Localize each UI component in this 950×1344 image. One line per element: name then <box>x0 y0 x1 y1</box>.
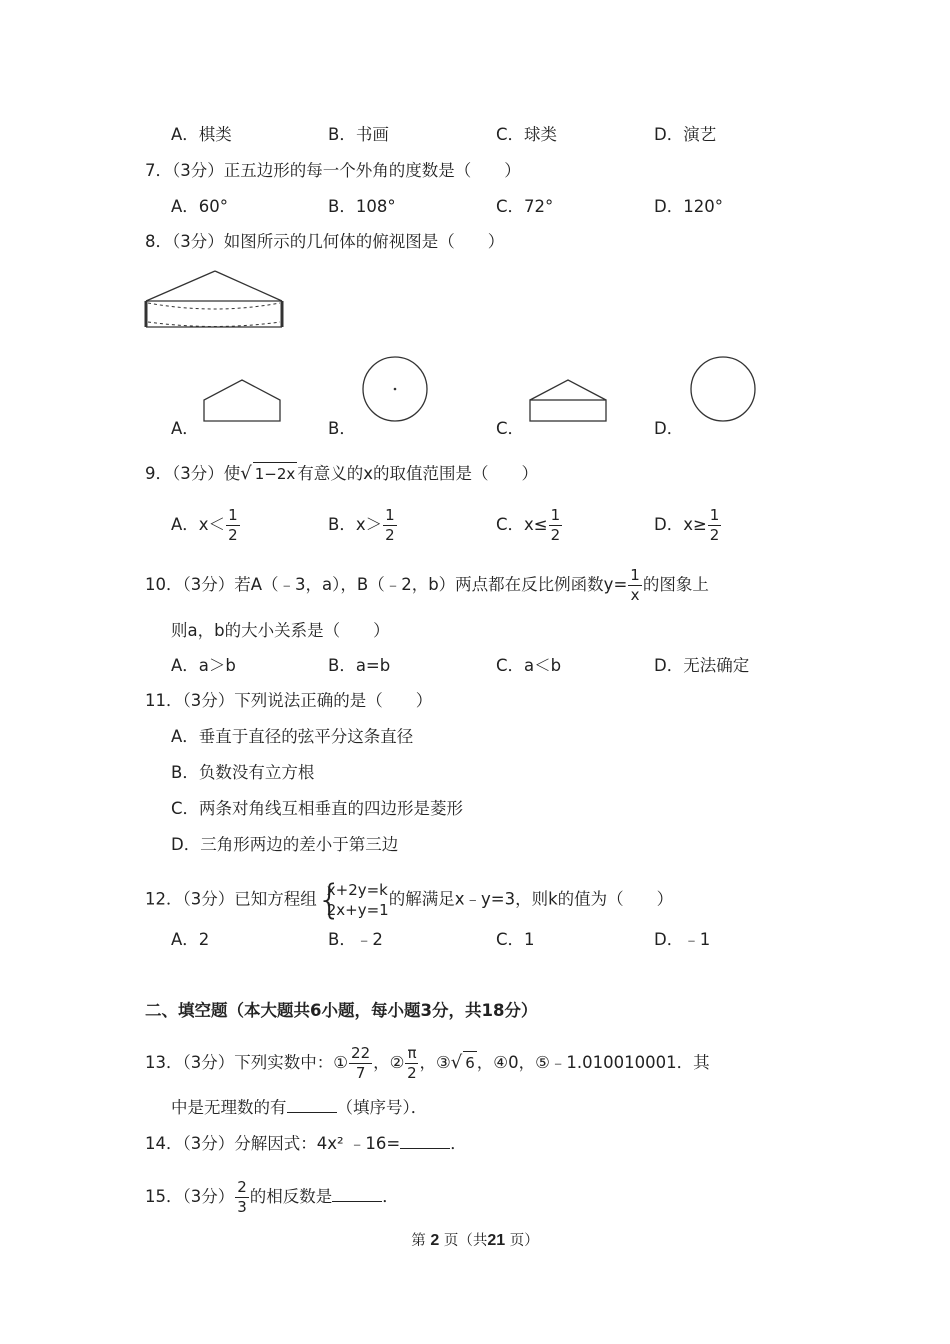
q15-answer-blank[interactable] <box>332 1187 382 1202</box>
q12-option-d: D．﹣1 <box>654 930 711 949</box>
q11-stem: 11．（3分）下列说法正确的是（ ） <box>145 691 433 710</box>
q9-option-a: A．x＜ $\frac{1}{2}$ <box>171 506 238 544</box>
q9-option-d: D．x≥ $\frac{1}{2}$ <box>654 506 720 544</box>
q12-stem: 12．（3分）已知方程组 { x+2y=k 2x+y=1 的解满足x﹣y=3，则k的值为（ ） <box>145 877 674 923</box>
q7-option-d: D．120° <box>654 197 723 216</box>
q7-option-a: A．60° <box>171 197 229 216</box>
q10-stem-line2: 则a，b的大小关系是（ ） <box>171 621 390 640</box>
q9-option-b: B．x＞ $\frac{1}{2}$ <box>328 506 395 544</box>
q11-option-d: D．三角形两边的差小于第三边 <box>171 835 399 854</box>
q9-option-c: C．x≤ $\frac{1}{2}$ <box>496 506 561 544</box>
q11-option-b: B．负数没有立方根 <box>171 763 315 782</box>
q8-option-d-figure <box>688 354 760 426</box>
q12-equation-system: { x+2y=k 2x+y=1 <box>316 877 389 923</box>
q13-answer-blank[interactable] <box>287 1098 337 1113</box>
q11-option-c: C．两条对角线互相垂直的四边形是菱形 <box>171 799 464 818</box>
q6-option-d: D．演艺 <box>654 125 717 144</box>
q11-option-a: A．垂直于直径的弦平分这条直径 <box>171 727 414 746</box>
q8-option-b-figure <box>360 354 432 426</box>
q13-stem: 13．（3分）下列实数中：① $\frac{22}{7}$ ，② $\frac{\pi}{2}$ ，③√ 6 ，④0，⑤﹣1.010010001．其 <box>145 1044 710 1082</box>
q7-option-c: C．72° <box>496 197 554 216</box>
q9-stem: 9．（3分）使√ 1−2x 有意义的x的取值范围是（ ） <box>145 463 539 484</box>
q10-option-c: C．a＜b <box>496 656 562 675</box>
q14-stem: 14．（3分）分解因式：4x² ﹣16= ． <box>145 1134 467 1153</box>
q8-solid-figure <box>140 265 290 340</box>
q8-option-b: B． <box>328 419 356 438</box>
q12-option-b: B．﹣2 <box>328 930 383 949</box>
total-page-count: 21 <box>487 1232 506 1249</box>
q7-stem: 7．（3分）正五边形的每一个外角的度数是（ ） <box>145 161 521 180</box>
q8-option-a: A． <box>171 419 199 438</box>
q6-option-c: C．球类 <box>496 125 558 144</box>
q10-option-b: B．a=b <box>328 656 391 675</box>
q12-option-c: C．1 <box>496 930 535 949</box>
q14-answer-blank[interactable] <box>400 1134 450 1149</box>
q6-option-a: A．棋类 <box>171 125 232 144</box>
q12-option-a: A．2 <box>171 930 210 949</box>
q6-option-b: B．书画 <box>328 125 389 144</box>
q13-stem-line2: 中是无理数的有 （填序号）． <box>171 1098 428 1117</box>
q10-option-d: D．无法确定 <box>654 656 750 675</box>
current-page-number: 2 <box>430 1232 440 1249</box>
q8-option-c: C． <box>496 419 525 438</box>
q7-option-b: B．108° <box>328 197 396 216</box>
q15-stem: 15．（3分） $\frac{2}{3}$ 的相反数是 ． <box>145 1178 399 1216</box>
q10-option-a: A．a＞b <box>171 656 236 675</box>
q8-option-d: D． <box>654 419 684 438</box>
q8-option-c-figure <box>526 376 610 424</box>
section-2-heading: 二、填空题（本大题共6小题，每小题3分，共18分） <box>145 1001 538 1020</box>
page-footer: 第 2 页（共21 页） <box>411 1232 539 1249</box>
q8-stem: 8．（3分）如图所示的几何体的俯视图是（ ） <box>145 232 505 251</box>
q10-stem: 10．（3分）若A（﹣3，a），B（﹣2，b）两点都在反比例函数y= $\frac{1}{x}$ 的图象上 <box>145 566 709 604</box>
q9-radicand: 1−2x <box>253 462 298 485</box>
q8-option-a-figure <box>200 376 284 424</box>
